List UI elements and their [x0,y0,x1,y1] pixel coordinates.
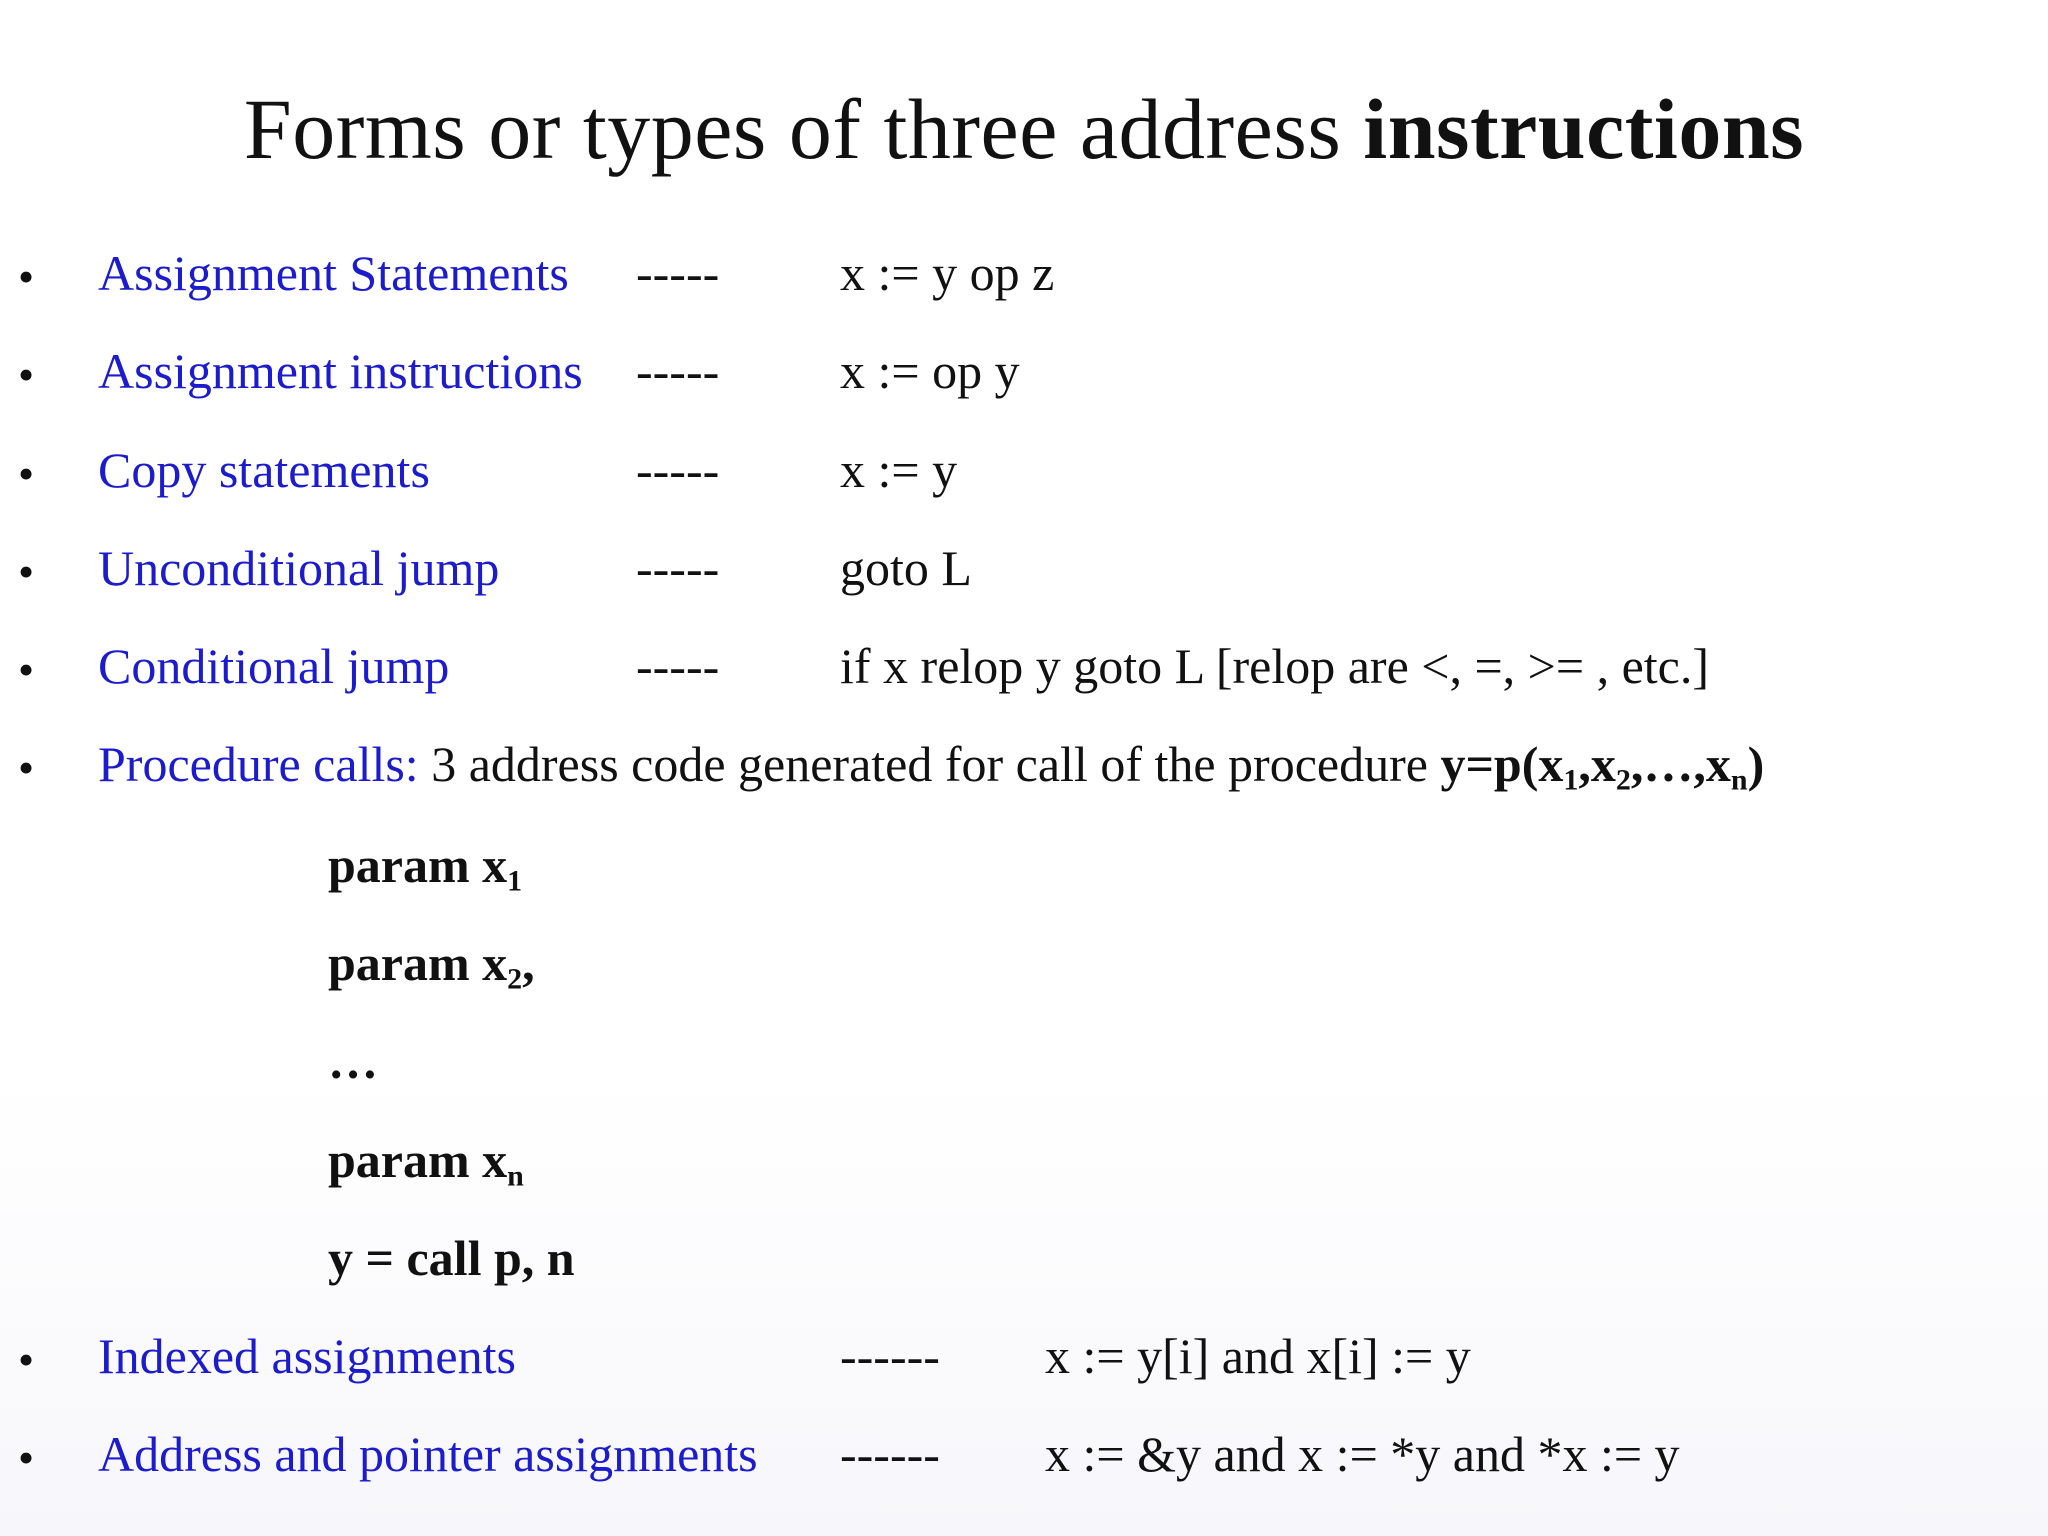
param-line: param $x_n$ [328,1132,524,1193]
item-label: Conditional jump [98,638,450,694]
bullet: • [18,1334,35,1385]
item-label: Unconditional jump [98,540,500,596]
procedure-formula: $y=p(x_1,x_2,\dots,x_n)$ [1440,736,1765,797]
item-dash: ------ [840,1426,940,1482]
procedure-text [98,736,1765,797]
list-item [0,638,2048,701]
bullet: • [18,546,35,597]
item-code: x := &y and x := *y and *x := y [1045,1426,1680,1482]
list-item [0,343,2048,406]
param-line: param $x_2$, [328,935,535,996]
bullet: • [18,251,35,302]
item-dash: ----- [636,343,720,399]
procedure-label: Procedure calls: [98,736,419,792]
list-item [0,540,2048,603]
title-regular: Forms or types of three address [243,81,1364,177]
item-code: if x relop y goto L [relop are <, =, >= , etc.] [840,638,1709,694]
item-label: Assignment Statements [98,245,569,301]
bullet: • [18,742,35,793]
title-bold: instructions [1363,81,1805,177]
list-item [0,442,2048,505]
bullet: • [18,349,35,400]
call-line: y = call p, n [328,1230,575,1286]
item-label: Address and pointer assignments [98,1426,758,1482]
item-code: x := y [840,442,958,498]
list-item [0,1328,2048,1391]
item-code: x := op y [840,343,1020,399]
item-dash: ----- [636,638,720,694]
bullet: • [18,448,35,499]
item-code: x := y op z [840,245,1055,301]
item-code: goto L [840,540,972,596]
item-label: Assignment instructions [98,343,583,399]
item-code: x := y[i] and x[i] := y [1045,1328,1471,1384]
item-label: Indexed assignments [98,1328,516,1384]
item-dash: ----- [636,245,720,301]
bullet: • [18,644,35,695]
item-label: Copy statements [98,442,430,498]
list-item [0,245,2048,308]
bullet: • [18,1432,35,1483]
procedure-description: 3 address code generated for call of the procedure [418,736,1441,792]
slide-title [0,81,2048,177]
ellipsis-line: … [328,1033,378,1089]
list-item-procedure [0,736,2048,799]
item-dash: ----- [636,540,720,596]
item-dash: ------ [840,1328,940,1384]
item-dash: ----- [636,442,720,498]
list-item [0,1426,2048,1489]
param-line: param $x_1$ [328,837,523,898]
